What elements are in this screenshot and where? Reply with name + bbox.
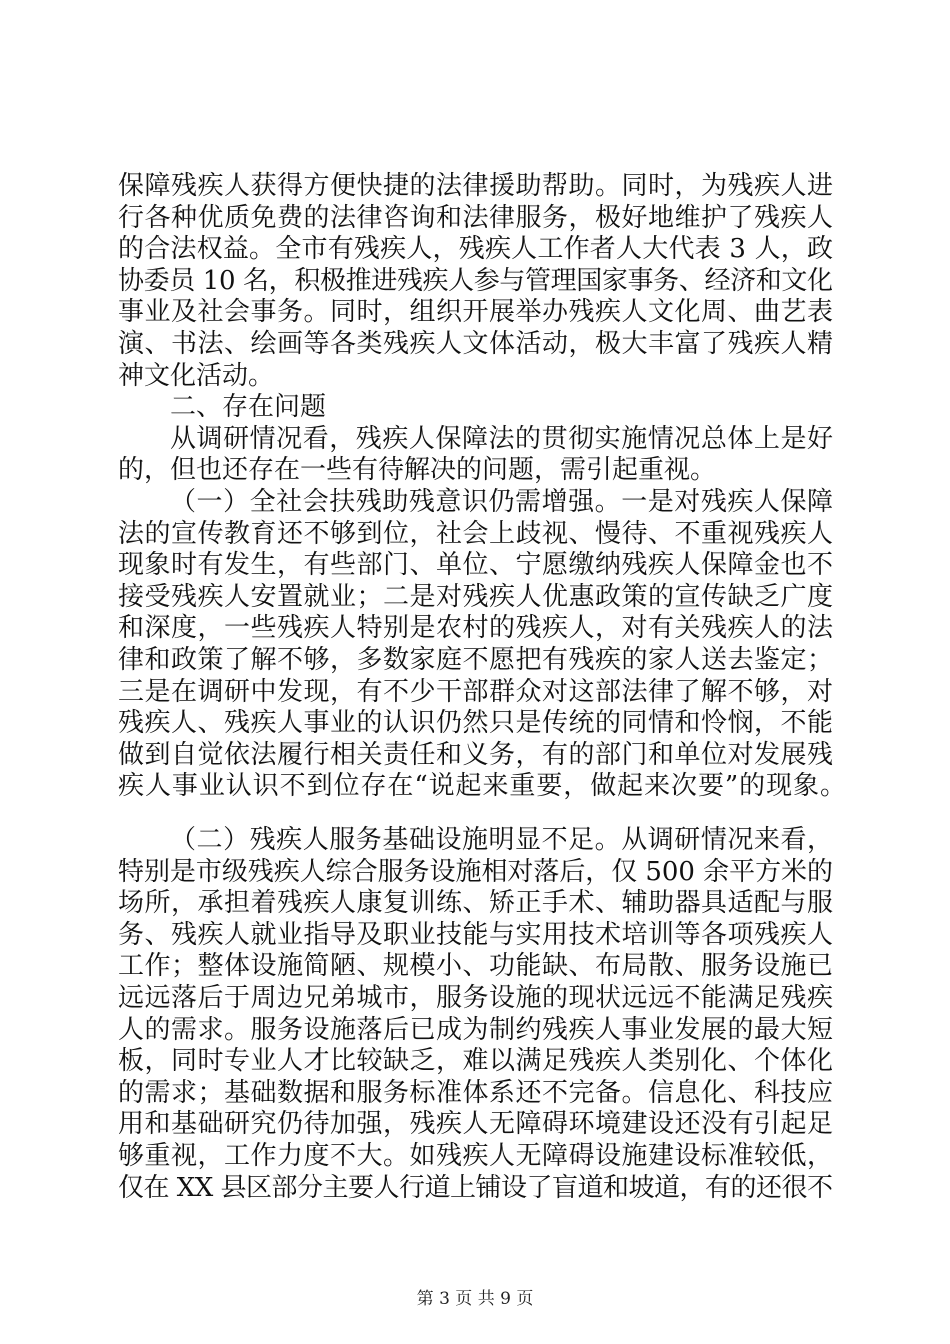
page-number: 第 3 页 共 9 页 xyxy=(416,1289,534,1309)
text-line: 保障残疾人获得方便快捷的法律援助帮助。同时，为残疾人进 xyxy=(118,171,834,201)
text-line: 够重视，工作力度不大。如残疾人无障碍设施建设标准较低， xyxy=(118,1141,834,1171)
text-line: 用和基础研究仍待加强，残疾人无障碍环境建设还没有引起足 xyxy=(118,1109,834,1140)
text-line: 板，同时专业人才比较缺乏，难以满足残疾人类别化、个体化 xyxy=(118,1046,834,1077)
text-line: 接受残疾人安置就业；二是对残疾人优惠政策的宣传缺乏广度 xyxy=(118,581,834,612)
text-line: 从调研情况看，残疾人保障法的贯彻实施情况总体上是好 xyxy=(170,423,834,454)
text-line: 残疾人、残疾人事业的认识仍然只是传统的同情和怜悯，不能 xyxy=(118,708,834,739)
text-line: 行各种优质免费的法律咨询和法律服务，极好地维护了残疾人 xyxy=(118,202,834,233)
text-line: 做到自觉依法履行相关责任和义务，有的部门和单位对发展残 xyxy=(118,739,834,770)
text-line: 场所，承担着残疾人康复训练、矫正手术、辅助器具适配与服 xyxy=(118,888,834,919)
text-line: 演、书法、绘画等各类残疾人文体活动，极大丰富了残疾人精 xyxy=(118,329,834,359)
text-line: 现象时有发生，有些部门、单位、宁愿缴纳残疾人保障金也不 xyxy=(118,550,834,581)
text-line: （二）残疾人服务基础设施明显不足。从调研情况来看， xyxy=(170,825,834,855)
text-line: 疾人事业认识不到位存在“说起来重要，做起来次要”的现象。 xyxy=(118,771,847,802)
text-line: 和深度，一些残疾人特别是农村的残疾人，对有关残疾人的法 xyxy=(118,613,834,644)
text-line: 律和政策了解不够，多数家庭不愿把有残疾的家人送去鉴定； xyxy=(118,645,834,675)
text-line: 远远落后于周边兄弟城市，服务设施的现状远远不能满足残疾 xyxy=(118,983,834,1013)
text-line: 仅在 XX 县区部分主要人行道上铺设了盲道和坡道，有的还很不 xyxy=(118,1172,833,1203)
text-line: 的合法权益。全市有残疾人，残疾人工作者人大代表 3 人，政 xyxy=(118,234,834,265)
text-line: 事业及社会事务。同时，组织开展举办残疾人文化周、曲艺表 xyxy=(118,297,834,328)
text-line: 务、残疾人就业指导及职业技能与实用技术培训等各项残疾人 xyxy=(118,919,834,950)
text-line: 三是在调研中发现，有不少干部群众对这部法律了解不够，对 xyxy=(118,676,834,707)
text-line: 法的宣传教育还不够到位，社会上歧视、慢待、不重视残疾人 xyxy=(118,518,834,549)
text-line: 的需求；基础数据和服务标准体系还不完备。信息化、科技应 xyxy=(118,1077,834,1108)
text-line: （一）全社会扶残助残意识仍需增强。一是对残疾人保障 xyxy=(170,487,834,517)
text-line: 人的需求。服务设施落后已成为制约残疾人事业发展的最大短 xyxy=(118,1014,834,1045)
text-line: 特别是市级残疾人综合服务设施相对落后，仅 500 余平方米的 xyxy=(118,856,833,887)
text-line: 神文化活动。 xyxy=(118,360,275,391)
text-line: 协委员 10 名，积极推进残疾人参与管理国家事务、经济和文化 xyxy=(118,265,833,296)
text-line: 工作；整体设施简陋、规模小、功能缺、布局散、服务设施已 xyxy=(118,951,834,982)
text-line: 的，但也还存在一些有待解决的问题，需引起重视。 xyxy=(118,455,717,486)
section-heading: 二、存在问题 xyxy=(170,392,327,423)
